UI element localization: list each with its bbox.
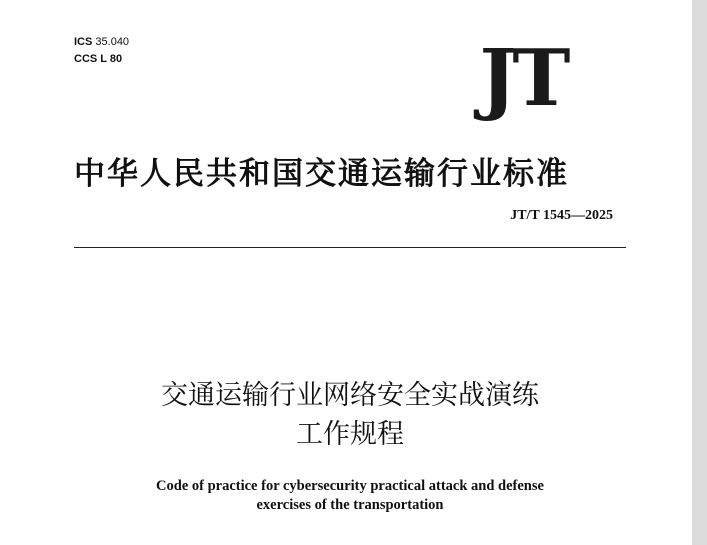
ccs-value: L 80 [100,53,123,65]
jt-logo: JT [479,33,567,124]
ccs-code [74,53,122,65]
chinese-title-line-1: 交通运输行业网络安全实战演练 [161,380,539,411]
scrollbar-track[interactable] [692,0,707,545]
standard-organization-heading: 中华人民共和国交通运输行业标准 [74,156,569,192]
english-title-line-2: exercises of the transportation [256,497,444,513]
ics-value: 35.040 [95,36,130,48]
chinese-title-line-2: 工作规程 [296,419,404,450]
ccs-label: CCS [74,53,98,65]
english-title-line-1: Code of practice for cybersecurity practical attack and defense [156,478,544,494]
standard-number: JT/T 1545—2025 [510,208,613,223]
header-divider [74,247,626,248]
ics-code [74,36,129,48]
ics-label: ICS [74,36,93,48]
